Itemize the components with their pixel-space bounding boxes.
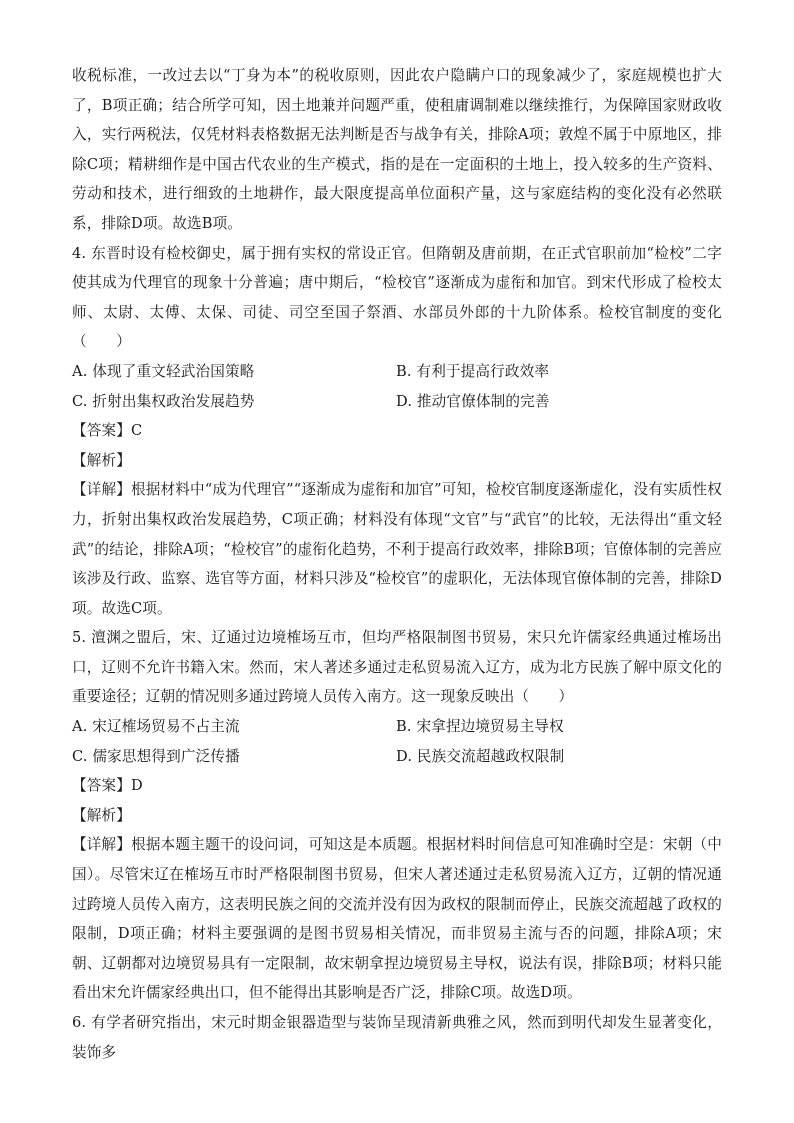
q4-option-a: A. 体现了重文轻武治国策略 [72,362,255,380]
q5-options-row-2 [72,742,722,772]
q5-option-c: C. 儒家思想得到广泛传播 [72,747,240,765]
q5-analysis-heading [72,801,722,831]
q5-option-b: B. 宋拿捏边境贸易主导权 [396,718,564,736]
q4-option-b: B. 有利于提高行政效率 [396,362,550,380]
q3-analysis-continuation: 收税标准，一改过去以“丁身为本”的税收原则，因此农户隐瞒户口的现象减少了，家庭规模也扩大了，B项正确；结合所学可知，因土地兼并问题严重，使租庸调制难以继续推行，为保障国家财政收入，实行两税法，仅凭材料表格数据无法判断是否与战争有关，排除A项；敦煌不属于中原地区，排除C项；精耕细作是中国古代农业的生产模式，指的是在一定面积的土地上，投入较多的生产资料、劳动和技术，进行细致的土地耕作，最大限度提高单位面积产量，这与家庭结构的变化没有必然联系，排除D项。故选B项。 [72,67,722,232]
q4-analysis-heading [72,446,722,476]
answer-value: D [130,777,143,795]
q4-options-row-2 [72,387,722,417]
answer-tag: 【答案】 [72,422,131,440]
document-body [72,61,722,1067]
q5-option-a: A. 宋辽榷场贸易不占主流 [72,718,240,736]
q5-answer [72,771,722,801]
q4-answer [72,416,722,446]
analysis-tag: 【解析】 [72,451,131,469]
q5-option-d: D. 民族交流超越政权限制 [396,747,565,765]
q4-stem: 4. 东晋时设有检校御史，属于拥有实权的常设正官。但隋朝及唐前期，在正式官职前加“检校”二字使其成为代理官的现象十分普遍；唐中期后，“检校官”逐渐成为虚衔和加官。到宋代形成了检校太师、太尉、太傅、太保、司徒、司空至国子祭酒、水部员外郎的十九阶体系。检校官制度的变化（ ） [72,244,722,351]
q6-stem: 6. 有学者研究指出，宋元时期金银器造型与装饰呈现清新典雅之风，然而到明代却发生显著变化，装饰多 [72,1014,722,1061]
q5-options-row-1 [72,712,722,742]
q5-detail [72,830,722,1008]
answer-value: C [130,422,143,440]
q5-stem: 5. 澶渊之盟后，宋、辽通过边境榷场互市，但均严格限制图书贸易，宋只允许儒家经典通过榷场出口，辽则不允许书籍入宋。然而，宋人著述多通过走私贸易流入辽方，成为北方民族了解中原文化的重要途径；辽朝的情况则多通过跨境人员传入南方。这一现象反映出（ ） [72,629,722,706]
detail-text: 根据材料中“成为代理官”“逐渐成为虚衔和加官”可知，检校官制度逐渐虚化，没有实质性权力，折射出集权政治发展趋势，C项正确；材料没有体现“文官”与“武官”的比较，无法得出“重文轻武”的结论，排除A项；“检校官”的虚衔化趋势，不利于提高行政效率，排除B项；官僚体制的完善应该涉及行政、监察、选官等方面，材料只涉及“检校官”的虚职化，无法体现官僚体制的完善，排除D项。故选C项。 [72,481,722,617]
detail-text: 根据本题主题干的设问词，可知这是本质题。根据材料时间信息可知准确时空是：宋朝（中国）。尽管宋辽在榷场互市时严格限制图书贸易，但宋人著述通过走私贸易流入辽方，辽朝的情况通过跨境人员传入南方，这表明民族之间的交流并没有因为政权的限制而停止，民族交流超越了政权的限制，D项正确；材料主要强调的是图书贸易相关情况，而非贸易主流与否的问题，排除A项；宋朝、辽朝都对边境贸易具有一定限制，故宋朝拿捏边境贸易主导权，说法有误，排除B项；材料只能看出宋允许儒家经典出口，但不能得出其影响是否广泛，排除C项。故选D项。 [72,836,722,1002]
answer-tag: 【答案】 [72,777,131,795]
analysis-tag: 【解析】 [72,806,131,824]
detail-tag: 【详解】 [72,481,132,499]
q4-detail [72,475,722,623]
detail-tag: 【详解】 [72,836,132,854]
q4-option-d: D. 推动官僚体制的完善 [396,392,550,410]
q4-options-row-1 [72,357,722,387]
q4-option-c: C. 折射出集权政治发展趋势 [72,392,255,410]
